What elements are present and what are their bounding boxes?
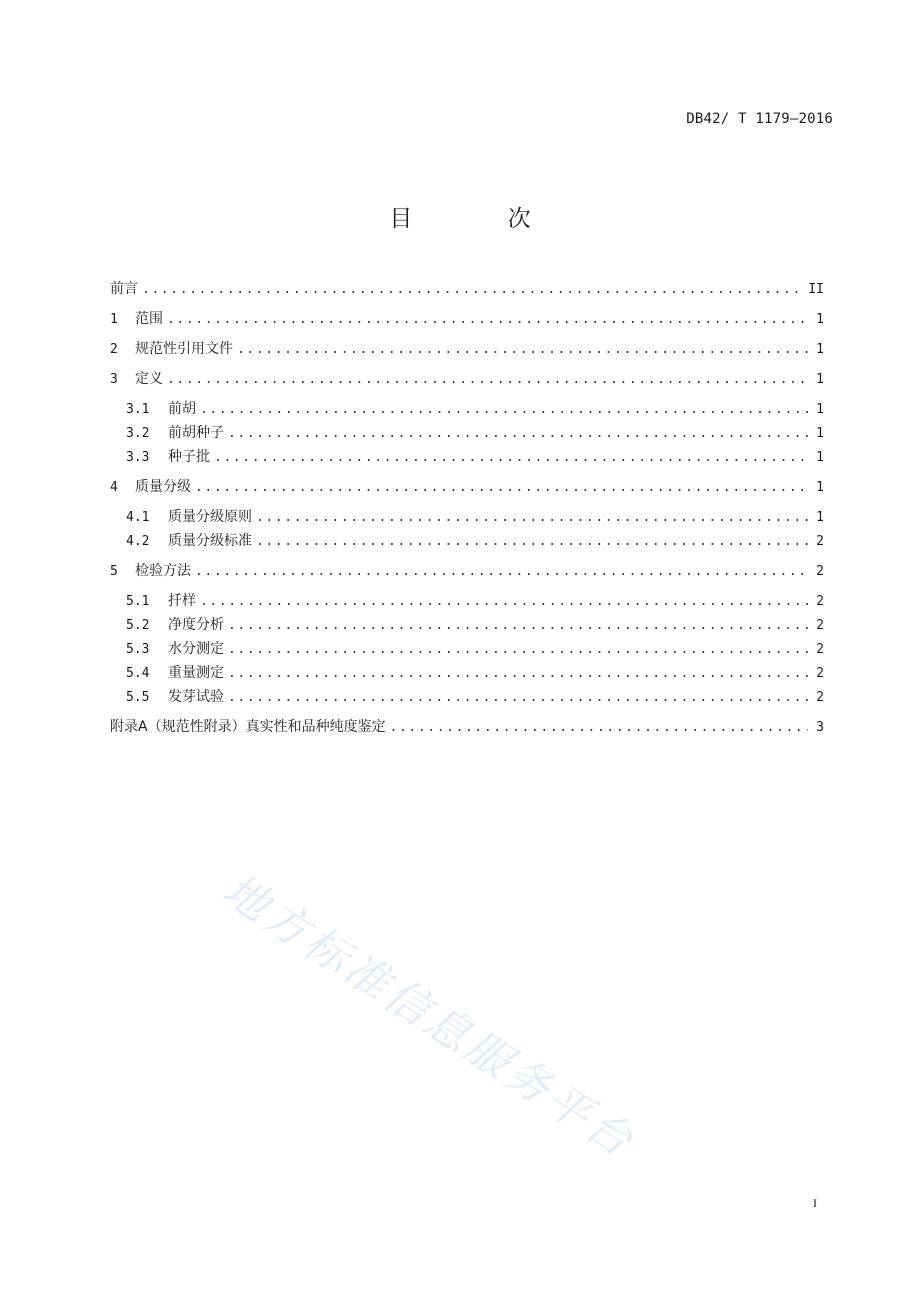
toc-leader-dots (256, 507, 808, 529)
toc-leader-dots (200, 591, 808, 613)
toc-entry-label (110, 506, 252, 529)
toc-entry-text: 定义 (135, 371, 163, 387)
toc-entry-label (110, 686, 224, 709)
toc-entry-label (110, 638, 224, 661)
toc-entry-page: 1 (816, 372, 824, 387)
toc-entry-number: 3.1 (126, 402, 150, 417)
toc-entry-page: 2 (816, 666, 824, 681)
toc-entry-page: 2 (816, 534, 824, 549)
toc-entry-label (110, 614, 224, 637)
toc-entry-number: 5.5 (126, 690, 150, 705)
toc-entry-text: 种子批 (168, 449, 210, 465)
toc-entry-page: 2 (816, 594, 824, 609)
watermark: 地方标准信息服务平台 (213, 864, 644, 1169)
toc-entry-label (110, 278, 138, 300)
toc-leader-dots (195, 561, 808, 583)
toc-entry[interactable] (110, 338, 824, 360)
toc-entry-text: 质量分级 (135, 479, 191, 495)
toc-entry[interactable] (110, 278, 824, 300)
toc-entry-label (110, 476, 191, 499)
toc-entry-number: 5.2 (126, 618, 150, 633)
toc-leader-dots (228, 423, 808, 445)
toc-leader-dots (200, 399, 808, 421)
toc-leader-dots (228, 639, 808, 661)
toc-leader-dots (167, 369, 808, 391)
toc-entry-page: 1 (816, 426, 824, 441)
toc-entry-page: 2 (816, 690, 824, 705)
toc-entry[interactable] (110, 590, 824, 612)
toc-entry-text: 前言 (110, 281, 138, 297)
toc-entry-page: 2 (816, 564, 824, 579)
toc-entry-number: 5.4 (126, 666, 150, 681)
toc-entry[interactable] (110, 446, 824, 468)
toc-entry-number: 3.3 (126, 450, 150, 465)
toc-entry-number: 4 (110, 480, 118, 495)
toc-entry-text: 扦样 (168, 593, 196, 609)
toc-entry-page: 1 (816, 480, 824, 495)
toc-entry-text: 前胡种子 (168, 425, 224, 441)
toc-entry[interactable] (110, 368, 824, 390)
page-number: I (813, 1196, 817, 1210)
toc-entry-page: 1 (816, 342, 824, 357)
toc-entry-page: 1 (816, 450, 824, 465)
toc-entry[interactable] (110, 308, 824, 330)
toc-entry[interactable] (110, 506, 824, 528)
toc-entry-text: 附录A（规范性附录）真实性和品种纯度鉴定 (110, 719, 386, 735)
toc-entry-text: 重量测定 (168, 665, 224, 681)
toc-entry-label (110, 662, 224, 685)
toc-leader-dots (256, 531, 808, 553)
toc-entry-text: 质量分级标准 (168, 533, 252, 549)
toc-entry-text: 前胡 (168, 401, 196, 417)
toc-entry-label (110, 422, 224, 445)
toc-entry-text: 检验方法 (135, 563, 191, 579)
toc-entry-label (110, 590, 196, 613)
toc-entry-text: 质量分级原则 (168, 509, 252, 525)
toc-entry-number: 5.1 (126, 594, 150, 609)
toc-entry-label (110, 530, 252, 553)
toc-entry-label (110, 716, 386, 738)
toc-entry-label (110, 368, 163, 391)
toc-entry-number: 4.2 (126, 534, 150, 549)
toc-entry-page: 1 (816, 402, 824, 417)
toc-entry[interactable] (110, 422, 824, 444)
toc-leader-dots (142, 279, 802, 301)
toc-entry-text: 水分测定 (168, 641, 224, 657)
document-code: DB42/ T 1179—2016 (686, 111, 833, 127)
toc-entry-page: II (808, 282, 824, 297)
toc-leader-dots (390, 717, 808, 739)
toc-entry-label (110, 338, 233, 361)
toc-entry-page: 2 (816, 618, 824, 633)
toc-entry[interactable] (110, 686, 824, 708)
toc-entry-page: 1 (816, 510, 824, 525)
toc-entry[interactable] (110, 614, 824, 636)
toc-leader-dots (228, 663, 808, 685)
toc-entry-page: 2 (816, 642, 824, 657)
toc-leader-dots (167, 309, 808, 331)
toc-entry[interactable] (110, 476, 824, 498)
toc-entry[interactable] (110, 398, 824, 420)
toc-entry-text: 净度分析 (168, 617, 224, 633)
toc-entry-text: 范围 (135, 311, 163, 327)
toc-entry[interactable] (110, 662, 824, 684)
toc-entry-text: 发芽试验 (168, 689, 224, 705)
toc-entry[interactable] (110, 530, 824, 552)
toc-entry-text: 规范性引用文件 (135, 341, 233, 357)
toc-entry[interactable] (110, 560, 824, 582)
toc-entry-page: 1 (816, 312, 824, 327)
toc-entry[interactable] (110, 638, 824, 660)
toc-entry-number: 1 (110, 312, 118, 327)
toc-entry-number: 3.2 (126, 426, 150, 441)
toc-entry[interactable] (110, 716, 824, 738)
toc-entry-label (110, 398, 196, 421)
toc-leader-dots (228, 687, 808, 709)
page-title: 目 次 (389, 206, 575, 232)
toc-entry-label (110, 308, 163, 331)
toc-entry-label (110, 446, 210, 469)
toc-leader-dots (237, 339, 808, 361)
toc-entry-number: 2 (110, 342, 118, 357)
toc-leader-dots (214, 447, 808, 469)
toc-entry-number: 3 (110, 372, 118, 387)
toc-leader-dots (228, 615, 808, 637)
toc-leader-dots (195, 477, 808, 499)
toc-entry-page: 3 (816, 720, 824, 735)
toc-entry-number: 4.1 (126, 510, 150, 525)
toc-entry-number: 5 (110, 564, 118, 579)
toc-entry-number: 5.3 (126, 642, 150, 657)
toc-entry-label (110, 560, 191, 583)
